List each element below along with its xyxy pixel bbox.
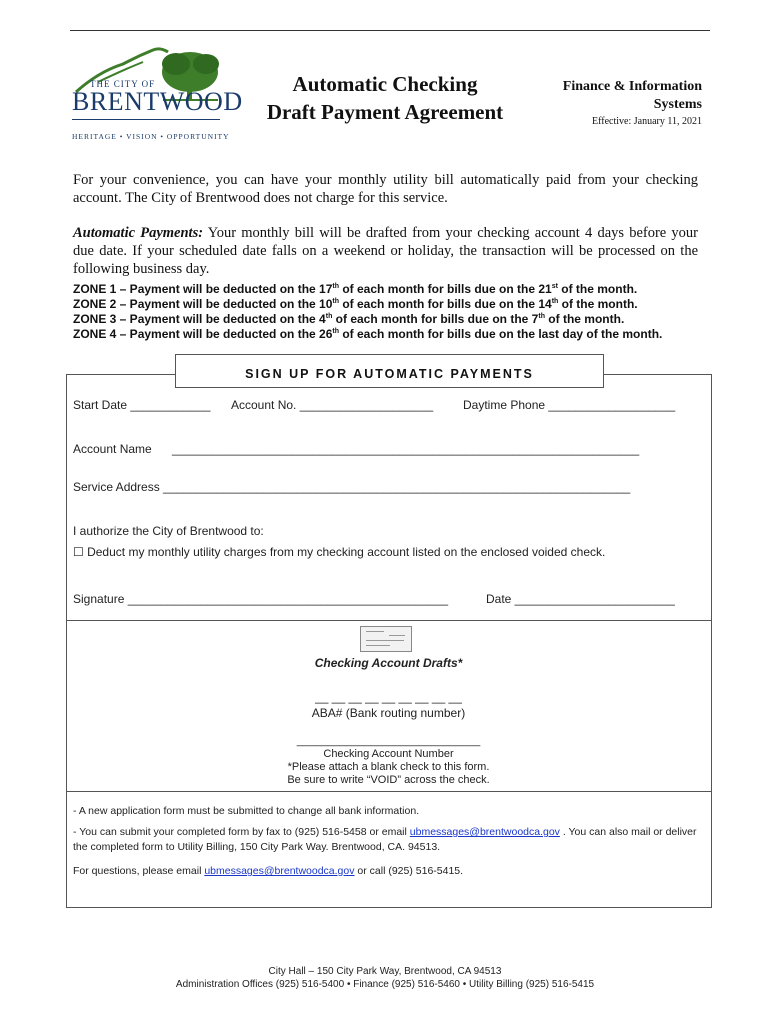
document-title: Automatic Checking Draft Payment Agreement xyxy=(266,72,504,124)
signup-header: SIGN UP FOR AUTOMATIC PAYMENTS xyxy=(175,354,604,388)
footer-address: City Hall – 150 City Park Way, Brentwood, CA 94513 xyxy=(268,966,502,977)
logo-rule xyxy=(72,119,220,120)
submit-instructions: - You can submit your completed form by fax to (925) 516-5458 or email ubmessages@brentwoodca.gov . You can also mail or deliver the completed form to Utility Billing, 150 City Park Way. Brentwood, CA. 94513. xyxy=(73,826,697,853)
account-name-label: Account Name xyxy=(73,442,152,456)
aba-routing-label: ABA# (Bank routing number) xyxy=(311,706,466,720)
zone-item: ZONE 4 – Payment will be deducted on the 26th of each month for bills due on the last day of the month. xyxy=(73,327,663,341)
daytime-phone-field[interactable]: Daytime Phone ___________________ xyxy=(463,398,676,412)
void-note: Be sure to write “VOID” across the check. xyxy=(287,774,490,786)
logo-tagline: HERITAGE • VISION • OPPORTUNITY xyxy=(72,132,230,141)
automatic-payments-paragraph: Automatic Payments: Your monthly bill will be drafted from your checking account 4 days before your due date. If your scheduled date falls on a weekend or holiday, the transaction will be processed on the following business day. xyxy=(73,225,699,277)
email-link-questions[interactable]: ubmessages@brentwoodca.gov xyxy=(204,865,355,877)
logo-city-text: THE CITY OF xyxy=(90,79,156,89)
top-rule xyxy=(70,30,710,31)
zone-item: ZONE 2 – Payment will be deducted on the 10th of each month for bills due on the 14th of the month. xyxy=(73,297,638,311)
signature-field[interactable]: Signature ________________________________________________ xyxy=(73,592,449,606)
authorize-text: I authorize the City of Brentwood to: xyxy=(73,524,264,538)
start-date-field[interactable]: Start Date ____________ xyxy=(73,398,211,412)
checking-account-field[interactable]: ______________________________ xyxy=(296,735,481,747)
form-divider xyxy=(66,620,711,621)
signature-date-field[interactable]: Date ________________________ xyxy=(486,592,675,606)
aba-routing-field[interactable]: __ __ __ __ __ __ __ __ __ xyxy=(315,690,462,704)
bank-info-note: - A new application form must be submitted to change all bank information. xyxy=(73,805,420,817)
checking-account-label: Checking Account Number xyxy=(323,748,454,760)
notes-divider xyxy=(66,791,711,792)
zone-item: ZONE 1 – Payment will be deducted on the 17th of each month for bills due on the 21st of the month. xyxy=(73,282,638,296)
intro-paragraph: For your convenience, you can have your monthly utility bill automatically paid from your checking account. The City of Brentwood does not charge for this service. xyxy=(73,172,698,206)
deduct-checkbox[interactable]: ☐ Deduct my monthly utility charges from my checking account listed on the enclosed voided check. xyxy=(73,545,606,559)
logo-name-text: BRENTWOOD xyxy=(72,87,243,116)
account-name-field[interactable]: ______________________________________________________________________ xyxy=(172,442,640,456)
account-number-field[interactable]: Account No. ____________________ xyxy=(231,398,434,412)
effective-date: Effective: January 11, 2021 xyxy=(592,116,702,127)
zone-item: ZONE 3 – Payment will be deducted on the 4th of each month for bills due on the 7th of the month. xyxy=(73,312,625,326)
checking-drafts-title: Checking Account Drafts* xyxy=(314,656,463,670)
service-address-field[interactable]: Service Address ______________________________________________________________________ xyxy=(73,480,631,494)
department-name: Finance & Information Systems xyxy=(562,79,702,112)
attach-check-note: *Please attach a blank check to this form. xyxy=(287,761,490,773)
questions-note: For questions, please email ubmessages@brentwoodca.gov or call (925) 516-5415. xyxy=(73,865,464,877)
email-link[interactable]: ubmessages@brentwoodca.gov xyxy=(409,826,560,838)
zone-list xyxy=(73,282,713,342)
check-image-icon xyxy=(360,626,412,652)
footer-phones: Administration Offices (925) 516-5400 • Finance (925) 516-5460 • Utility Billing (925) 516-5415 xyxy=(175,979,595,990)
